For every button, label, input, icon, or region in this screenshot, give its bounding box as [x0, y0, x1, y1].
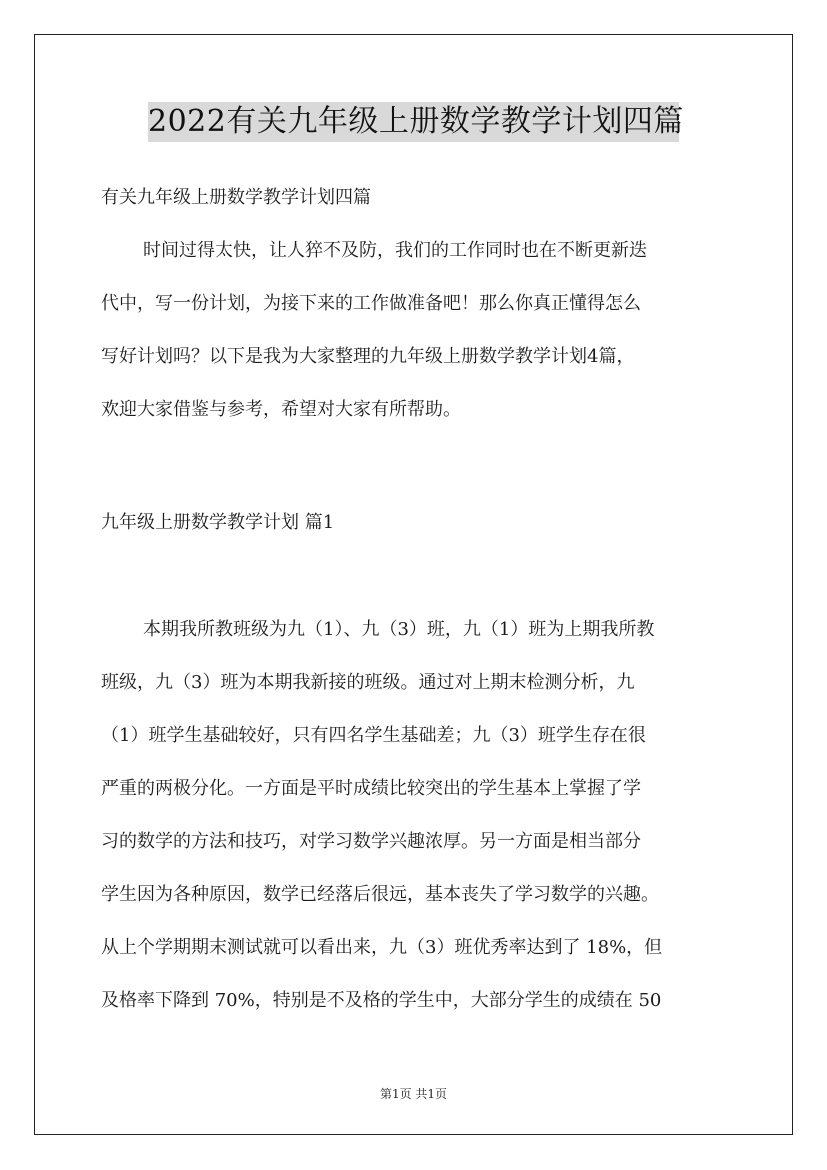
body-line: 及格率下降到 70%，特别是不及格的学生中，大部分学生的成绩在 50	[101, 990, 662, 1011]
section-heading-text: 九年级上册数学教学计划 篇1	[101, 512, 335, 533]
intro-line: 写好计划吗？以下是我为大家整理的九年级上册数学教学计划4篇，	[101, 346, 635, 367]
body-line: 班级，九（3）班为本期我新接的班级。通过对上期末检测分析，九	[101, 672, 635, 693]
body-line: （1）班学生基础较好，只有四名学生基础差；九（3）班学生存在很	[101, 725, 646, 746]
body-line: 本期我所教班级为九（1）、九（3）班，九（1）班为上期我所教	[143, 619, 655, 640]
subtitle-text: 有关九年级上册数学教学计划四篇	[101, 187, 371, 208]
body-line: 习的数学的方法和技巧，对学习数学兴趣浓厚。另一方面是相当部分	[101, 831, 641, 852]
document-title: 2022有关九年级上册数学教学计划四篇	[148, 102, 679, 142]
intro-line: 代中，写一份计划，为接下来的工作做准备吧！那么你真正懂得怎么	[101, 293, 641, 314]
body-line: 学生因为各种原因，数学已经落后很远，基本丧失了学习数学的兴趣。	[101, 884, 659, 905]
body-line: 严重的两极分化。一方面是平时成绩比较突出的学生基本上掌握了学	[101, 778, 641, 799]
body-line: 从上个学期期末测试就可以看出来，九（3）班优秀率达到了 18%，但	[101, 937, 663, 958]
intro-line: 欢迎大家借鉴与参考，希望对大家有所帮助。	[101, 399, 461, 420]
page-footer: 第1页 共1页	[379, 1087, 448, 1101]
intro-line: 时间过得太快，让人猝不及防，我们的工作同时也在不断更新迭	[143, 240, 647, 261]
